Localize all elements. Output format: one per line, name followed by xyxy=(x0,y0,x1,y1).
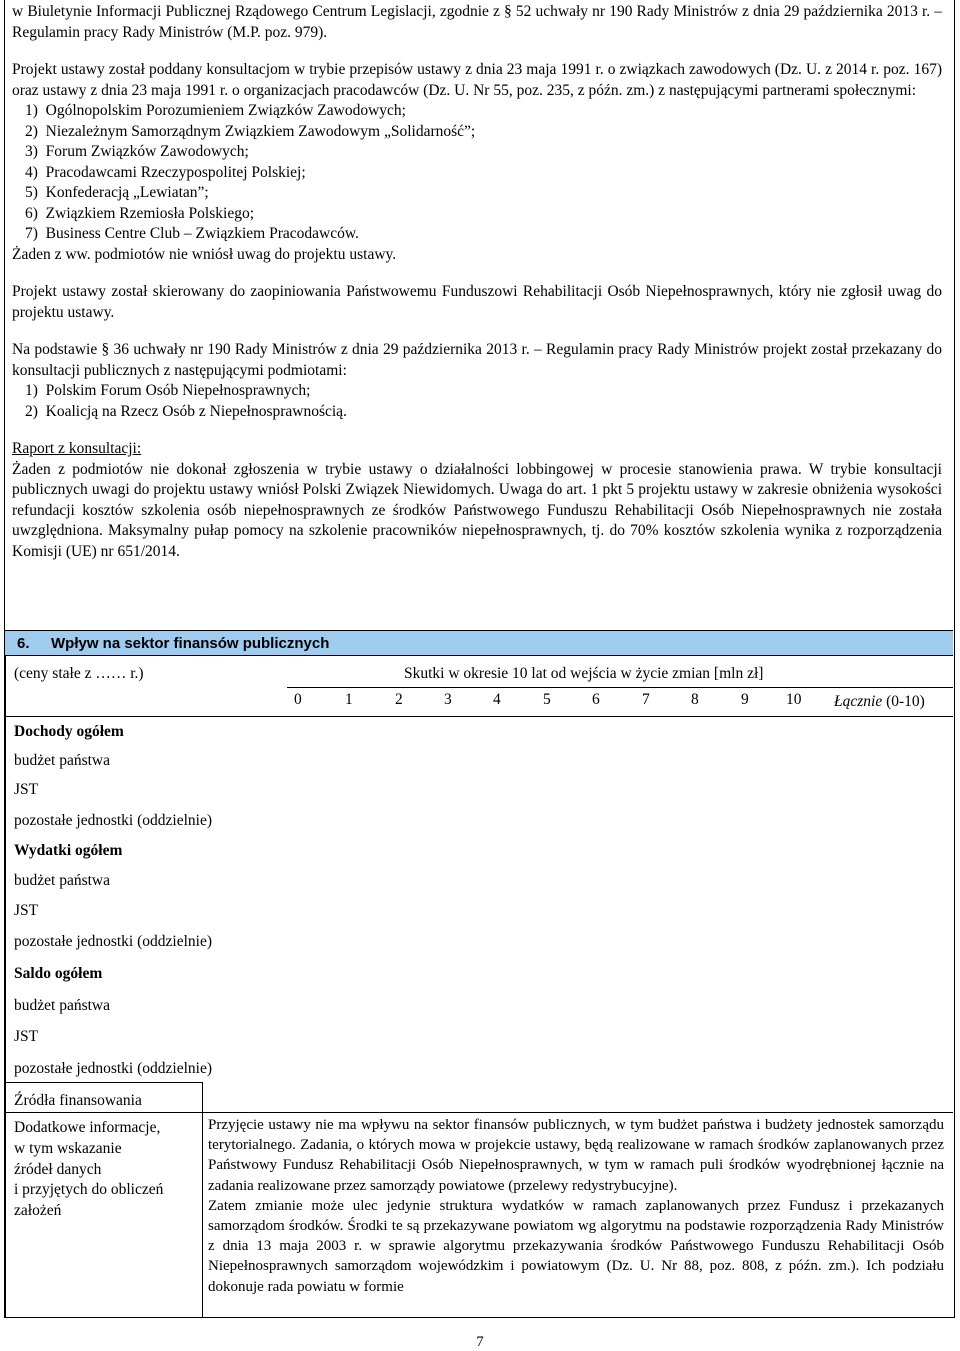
intro-paragraph-2: Projekt ustawy został poddany konsultacjom w trybie przepisów ustawy z dnia 23 maja 1991 r. o związkach zawodowych (Dz. U. z 2014 r. poz. 167) oraz ustawy z dnia 23 maja 1991 r. o organizacjach pracodawców (Dz. U. Nr 55, poz. 235, z późn. zm.) z następującymi partnerami społecznymi: xyxy=(12,61,942,99)
partners-list xyxy=(12,101,942,245)
additional-info-line: w tym wskazanie xyxy=(14,1139,122,1157)
year-9: 9 xyxy=(741,691,749,708)
row-funding-sources: Źródła finansowania xyxy=(14,1092,142,1109)
row-balance-other: pozostałe jednostki (oddzielnie) xyxy=(14,1060,212,1077)
row-expenses-other: pozostałe jednostki (oddzielnie) xyxy=(14,933,212,950)
list-item: 6) Związkiem Rzemiosła Polskiego; xyxy=(25,204,255,222)
year-7: 7 xyxy=(642,691,650,708)
no-remarks-text: Żaden z ww. podmiotów nie wniósł uwag do projektu ustawy. xyxy=(12,245,397,263)
section-6-header xyxy=(5,630,953,656)
year-0: 0 xyxy=(294,691,302,708)
intro-paragraph-3: Projekt ustawy został skierowany do zaopiniowania Państwowemu Funduszowi Rehabilitacji Osób Niepełnosprawnych, który nie zgłosił uwag do projektu ustawy. xyxy=(12,283,942,321)
year-6: 6 xyxy=(592,691,600,708)
table-rule xyxy=(5,716,953,717)
row-expenses-jst: JST xyxy=(14,902,39,919)
list-item: 1) Ogólnopolskim Porozumieniem Związków Zawodowych; xyxy=(25,102,406,119)
report-heading: Raport z konsultacji: xyxy=(12,440,142,457)
table-rule xyxy=(287,687,953,688)
additional-info-description xyxy=(208,1115,944,1297)
section-title: Wpływ na sektor finansów publicznych xyxy=(51,635,330,652)
table-rule xyxy=(202,1082,203,1318)
description-paragraph-1: Przyjęcie ustawy nie ma wpływu na sektor finansów publicznych, w tym budżet państwa i budżety jednostek samorządu terytorialnego. Zadania, o których mowa w projekcie ustawy, będą realizowane w ramach środków zaplanowanych przez Państwowy Fundusz Rehabilitacji Osób Niepełnosprawnych, w tym w ramach puli środków wyodrębnionej łącznie na zadania realizowane przez samorządy powiatowe (przelewy redystrybucyjne). xyxy=(208,1117,944,1194)
report-text: Żaden z podmiotów nie dokonał zgłoszenia w trybie ustawy o działalności lobbingowej w procesie stanowienia prawa. W trybie konsultacji publicznych uwagi do projektu ustawy wniósł Polski Związek Niewidomych. Uwaga do art. 1 pkt 5 projektu ustawy w zakresie obniżenia wysokości refundacji kosztów szkolenia osób niepełnosprawnych ze środków Państwowego Funduszu Rehabilitacji Osób Niepełnosprawnych nie została uwzględniona. Maksymalny pułap pomocy na szkolenie pracowników niepełnosprawnych, tj. do 70% kosztów szkolenia wynika z rozporządzenia Komisji (UE) nr 651/2014. xyxy=(12,460,942,560)
year-10: 10 xyxy=(786,691,802,708)
total-header-italic: Łącznie xyxy=(834,693,883,710)
table-rule xyxy=(5,1112,953,1113)
additional-info-line: i przyjętych do obliczeń xyxy=(14,1181,164,1199)
description-paragraph-2: Zatem zmianie może ulec jedynie struktura wydatków w ramach zaplanowanych przez Fundusz i przekazanych samorządom środków. Środki te są przekazywane powiatom wg algorytmu na podstawie rozporządzenia Rady Ministrów z dnia 13 maja 2003 r. w sprawie algorytmu przekazywania środków Państwowego Funduszu Rehabilitacji Osób Niepełnosprawnych samorządom wojewódzkim i powiatowym (Dz. U. Nr 88, poz. 808, z późn. zm.). Ich podziału dokonuje rada powiatu w formie xyxy=(208,1197,944,1295)
row-income-jst: JST xyxy=(14,781,39,798)
row-balance-jst: JST xyxy=(14,1028,39,1045)
row-expenses-state-budget: budżet państwa xyxy=(14,872,110,889)
year-8: 8 xyxy=(691,691,699,708)
table-rule xyxy=(5,656,6,1318)
table-rule xyxy=(5,1082,202,1083)
effects-header: Skutki w okresie 10 lat od wejścia w życie zmian [mln zł] xyxy=(404,665,764,682)
row-expenses-total: Wydatki ogółem xyxy=(14,842,123,859)
list-item: 1) Polskim Forum Osób Niepełnosprawnych; xyxy=(25,382,311,399)
list-item: 3) Forum Związków Zawodowych; xyxy=(25,143,249,160)
year-4: 4 xyxy=(493,691,501,708)
consultation-list xyxy=(12,381,942,422)
year-2: 2 xyxy=(395,691,403,708)
row-balance-total: Saldo ogółem xyxy=(14,965,103,982)
additional-info-line: założeń xyxy=(14,1202,62,1220)
section-number: 6. xyxy=(17,635,30,652)
total-header xyxy=(834,692,925,712)
prices-label: (ceny stałe z …… r.) xyxy=(14,665,144,682)
row-income-total: Dochody ogółem xyxy=(14,723,124,740)
year-1: 1 xyxy=(345,691,353,708)
year-3: 3 xyxy=(444,691,452,708)
list-item: 4) Pracodawcami Rzeczypospolitej Polskiej; xyxy=(25,163,306,181)
list-item: 5) Konfederacją „Lewiatan”; xyxy=(25,184,209,201)
page-number: 7 xyxy=(476,1334,484,1350)
additional-info-label xyxy=(14,1118,163,1222)
list-item: 2) Niezależnym Samorządnym Związkiem Zawodowym „Solidarność”; xyxy=(25,122,476,140)
year-5: 5 xyxy=(543,691,551,708)
additional-info-line: Dodatkowe informacje, xyxy=(14,1119,161,1136)
list-item: 7) Business Centre Club – Związkiem Pracodawców. xyxy=(25,225,359,242)
intro-section xyxy=(12,2,942,562)
additional-info-line: źródeł danych xyxy=(14,1160,102,1178)
row-balance-state-budget: budżet państwa xyxy=(14,997,110,1014)
intro-paragraph-1: w Biuletynie Informacji Publicznej Rządowego Centrum Legislacji, zgodnie z § 52 uchwały nr 190 Rady Ministrów z dnia 29 października 2013 r. – Regulamin pracy Rady Ministrów (M.P. poz. 979). xyxy=(12,3,942,41)
row-income-state-budget: budżet państwa xyxy=(14,752,110,769)
intro-paragraph-4: Na podstawie § 36 uchwały nr 190 Rady Ministrów z dnia 29 października 2013 r. – Regulamin pracy Rady Ministrów projekt został przekazany do konsultacji publicznych z następującymi podmiotami: xyxy=(12,341,942,379)
row-income-other: pozostałe jednostki (oddzielnie) xyxy=(14,812,212,829)
list-item: 2) Koalicją na Rzecz Osób z Niepełnosprawnością. xyxy=(25,402,347,420)
total-header-range: (0-10) xyxy=(882,693,925,710)
